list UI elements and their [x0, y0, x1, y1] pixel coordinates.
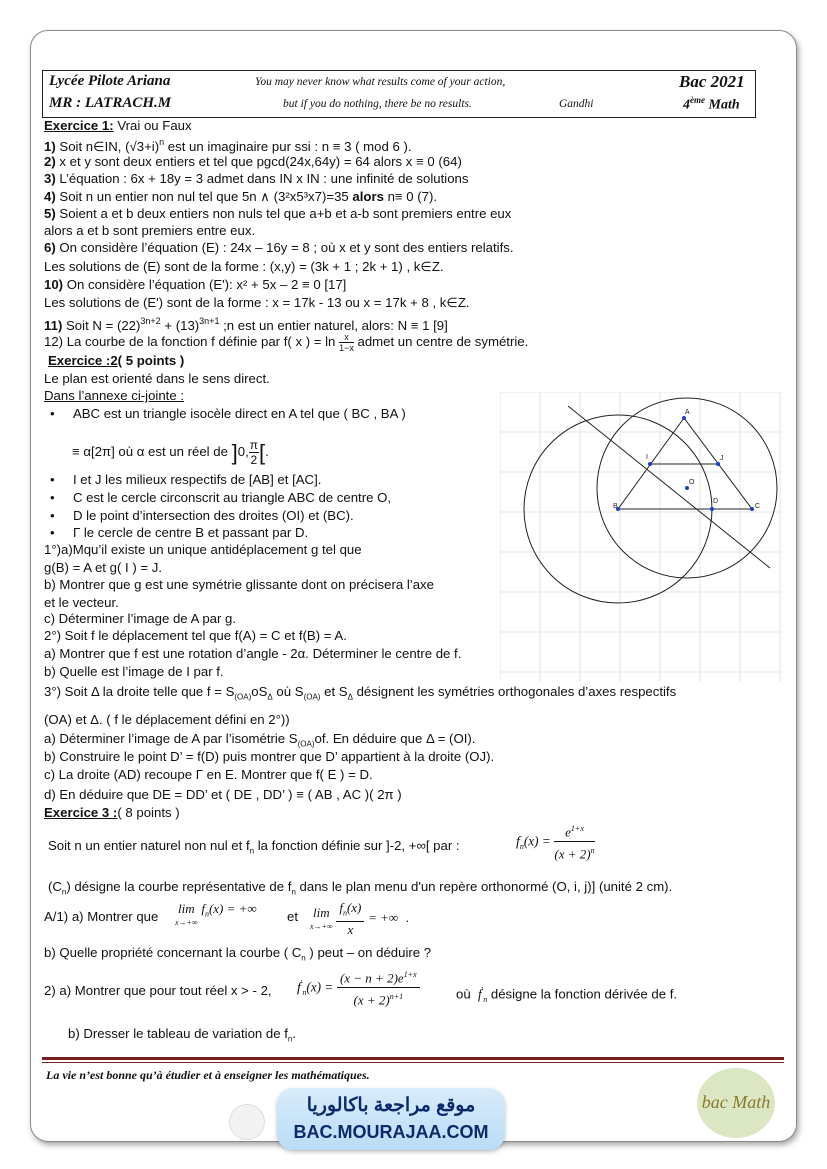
label-a: A [685, 409, 690, 416]
ex2-bullet-3: • C est le cercle circonscrit au triangle ABC de centre O, [50, 490, 392, 505]
ex3-lim1: lim x→+∞ $f_n(x)$ = +∞ [175, 901, 257, 927]
ex3-qA1b: b) Quelle propriété concernant la courbe ( $C_n$ ) peut – on déduire ? [44, 945, 432, 963]
ex3-q2b: b) Dresser le tableau de variation de $f_n$. [68, 1026, 297, 1044]
label-o: O [689, 479, 695, 486]
ex1-item-6-cont: Les solutions de (E) sont de la forme : (x,y) = (3k + 1 ; 2k + 1) , k∈Z. [44, 259, 444, 274]
ex1-item-10-cont: Les solutions de (E') sont de la forme : x = 17k - 13 ou x = 17k + 8 , k∈Z. [44, 295, 470, 310]
ex3-fn-formula: $f_n(x)$ = $\frac{e^{1+x}}{(x + 2)^n}$ [516, 820, 595, 864]
footer-rule-thin [42, 1062, 784, 1063]
ex2-q3c: c) La droite (AD) recoupe Γ en E. Montrer que f( E ) = D. [44, 767, 373, 782]
ex1-item-1: 1) Soit n∈IN, $(√3+i)^n$ est un imaginaire pur ssi : n ≡ 3 ( mod 6 ). [44, 137, 412, 154]
ex1-item-11: 11) Soit $N = (22)^{3n+2} + (13)^{3n+1}$ ;n est un entier naturel, alors: N ≡ 1 [9] [44, 316, 448, 333]
ex3-def: Soit n un entier naturel non nul et $f_n$ la fonction définie sur ]-2, +∞[ par : [48, 838, 460, 856]
figure-grid [500, 392, 782, 682]
exam-level: 4ème Math [683, 95, 740, 113]
ex1-item-10: 10) On considère l’équation (E'): x² + 5x – 2 ≡ 0 [17] [44, 277, 347, 292]
label-d: D [713, 498, 719, 505]
ex2-q1b: b) Montrer que g est une symétrie glissante dont on précisera l’axe [44, 577, 434, 592]
exam-title: Bac 2021 [679, 72, 745, 91]
footer-rule [42, 1057, 784, 1060]
ex2-q3a: a) Déterminer l’image de A par l’isométrie $S_{(OA)}of$. En déduire que Δ = (OI). [44, 731, 476, 749]
ex1-item-2: 2) x et y sont deux entiers et tel que pgcd(24x,64y) = 64 alors x ≡ 0 (64) [44, 154, 462, 169]
ex2-q2a: a) Montrer que f est une rotation d’angle - 2α. Déterminer le centre de f. [44, 646, 462, 661]
ex3-qA1a: A/1) a) Montrer que [44, 909, 159, 924]
ex2-q1a-cont: g(B) = A et g( I ) = J. [44, 560, 163, 575]
ex2-q1c: c) Déterminer l’image de A par g. [44, 611, 237, 626]
quote-line-1: You may never know what results come of your action, [255, 76, 506, 88]
ex2-bullet-5: • Γ le cercle de centre B et passant par D. [50, 525, 309, 540]
ex2-q1b-cont: et le vecteur. [44, 595, 119, 610]
point-c [750, 507, 754, 511]
quote-line-2: but if you do nothing, there be no results. [283, 98, 472, 110]
footer-motto: La vie n’est bonne qu’à étudier et à enseigner les mathématiques. [46, 1068, 370, 1082]
ex1-item-12: 12) La courbe de la fonction f définie par f( x ) = ln $\frac{x}{1-x}$ admet un centre de symétrie. [44, 332, 529, 353]
ex1-heading: Exercice 1: Vrai ou Faux [44, 118, 192, 133]
ex2-bullet-1: • ABC est un triangle isocèle direct en A tel que ( BC , BA ) [50, 406, 406, 421]
site-banner[interactable] [277, 1088, 505, 1150]
ex2-q2: 2°) Soit f le déplacement tel que f(A) = C et f(B) = A. [44, 628, 347, 643]
school-name: Lycée Pilote Ariana [49, 73, 171, 89]
ex2-q3d: d) En déduire que DE = DD’ et ( DE , DD’ ) ≡ ( AB , AC )( 2π ) [44, 787, 402, 802]
ex1-item-5-cont: alors a et b sont premiers entre eux. [44, 223, 256, 238]
site-url[interactable]: BAC.MOURAJAA.COM [293, 1122, 489, 1142]
teacher-name: MR : LATRACH.M [49, 95, 172, 111]
ex2-bullet-1-cont: ≡ α[2π] où α est un réel de ]0, $\frac{\pi}{2}$ [. [72, 438, 269, 467]
ex3-et: et [287, 909, 298, 924]
ex3-q2a: 2) a) Montrer que pour tout réel x > - 2, [44, 983, 272, 998]
point-o [685, 486, 689, 490]
point-d [710, 507, 714, 511]
ex3-derivative-formula: $f'_n(x)$ = $\frac{(x - n + 2)e^{1+x}}{(x + 2)^{n+1}}$ [297, 966, 420, 1010]
site-logo-icon [229, 1104, 265, 1140]
ex2-q2b: b) Quelle est l’image de I par f. [44, 664, 224, 679]
ex2-q1a: 1°)a)Mqu’il existe un unique antidéplacement g tel que [44, 542, 362, 557]
point-i [648, 462, 652, 466]
ex1-item-3: 3) L’équation : 6x + 18y = 3 admet dans IN x IN : une infinité de solutions [44, 171, 469, 186]
header-box [42, 70, 756, 118]
label-j: J [720, 455, 724, 462]
label-i: I [646, 454, 648, 461]
ex2-intro-2: Dans l’annexe ci-jointe : [44, 388, 185, 403]
ex2-q3b: b) Construire le point D’ = f(D) puis montrer que D’ appartient à la droite (OJ). [44, 749, 495, 764]
site-name-arabic: موقع مراجعة باكالوريا [306, 1095, 476, 1116]
ex1-item-5: 5) Soient a et b deux entiers non nuls tel que a+b et a-b sont premiers entre eux [44, 206, 512, 221]
ex1-item-4: 4) Soit n un entier non nul tel que 5n ∧ (3²x5³x7)=35 alors n≡ 0 (7). [44, 189, 438, 204]
ex2-bullet-4: • D le point d’intersection des droites (OI) et (BC). [50, 508, 354, 523]
ex2-q3-cont: (OA) et Δ. ( f le déplacement défini en 2°)) [44, 712, 290, 727]
ex3-lim2: lim x→+∞ $\frac{f_n(x)}{x}$ = +∞ . [310, 900, 410, 937]
quote-author: Gandhi [559, 98, 594, 110]
bac-math-logo: bac Math [697, 1068, 775, 1138]
ex3-q2a-end: où $f'_n$ désigne la fonction dérivée de f. [456, 986, 678, 1005]
geometry-figure [500, 392, 782, 682]
ex2-q3: 3°) Soit Δ la droite telle que $f = S_{(OA)}oS_\Delta$ où $S_{(OA)}$ et $S_\Delta$ désignent les symétries orthogonales d’axes respectifs [44, 684, 677, 702]
label-b: B [613, 503, 618, 510]
point-a [682, 416, 686, 420]
ex1-item-6: 6) On considère l’équation (E) : 24x – 16y = 8 ; où x et y sont des entiers relatifs. [44, 240, 514, 255]
ex2-heading: Exercice :2( 5 points ) [48, 353, 185, 368]
ex3-heading: Exercice 3 :( 8 points ) [44, 805, 180, 820]
label-c: C [755, 503, 761, 510]
ex2-bullet-2: • I et J les milieux respectifs de [AB] et [AC]. [50, 472, 322, 487]
ex3-curve-def: $(C_n)$ désigne la courbe représentative de $f_n$ dans le plan menu d'un repère orthonormé (O, i, j)] (unité 2 cm). [48, 879, 673, 897]
point-j [716, 462, 720, 466]
ex2-intro-1: Le plan est orienté dans le sens direct. [44, 371, 270, 386]
